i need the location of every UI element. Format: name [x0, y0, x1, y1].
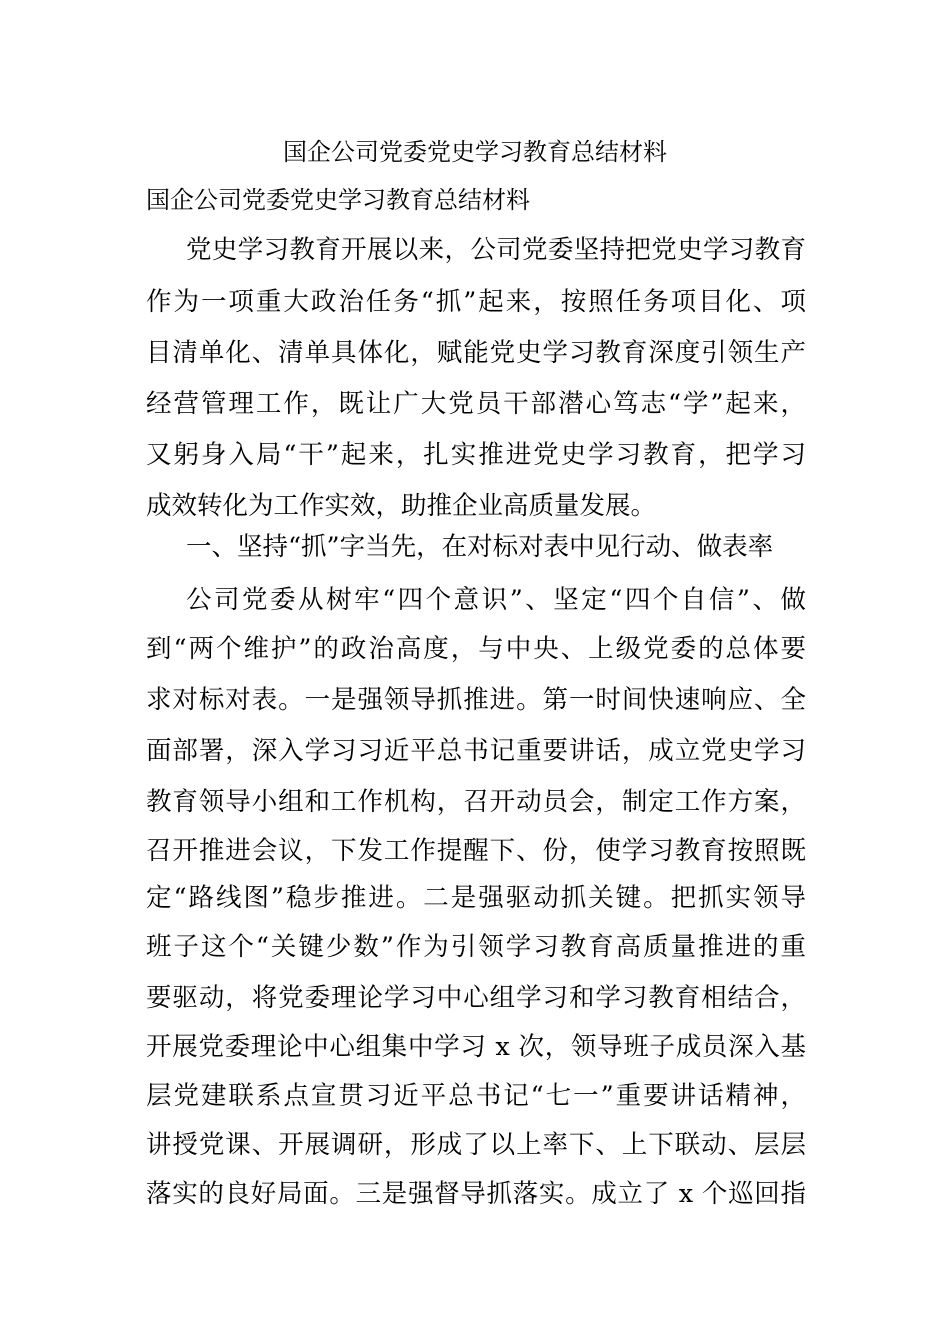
section-heading: 一、坚持“抓”字当先，在对标对表中见行动、做表率 [186, 532, 774, 562]
paragraph-1-line: 成效转化为工作实效，助推企业高质量发展。 [146, 491, 657, 521]
paragraph-2-line: 班子这个“关键少数”作为引领学习教育高质量推进的重 [146, 932, 806, 962]
paragraph-1-line: 经营管理工作，既让广大党员干部潜心笃志“学”起来， [146, 389, 806, 419]
paragraph-2-line: 召开推进会议，下发工作提醒下、份，使学习教育按照既 [146, 836, 806, 866]
paragraph-2-line: 开展党委理论中心组集中学习 x 次，领导班子成员深入基 [146, 1032, 806, 1062]
paragraph-2-line: 讲授党课、开展调研，形成了以上率下、上下联动、层层 [146, 1130, 806, 1160]
document-subtitle: 国企公司党委党史学习教育总结材料 [146, 186, 530, 214]
document-title: 国企公司党委党史学习教育总结材料 [283, 138, 667, 166]
paragraph-2-line: 到“两个维护”的政治高度，与中央、上级党委的总体要 [146, 634, 806, 664]
paragraph-1-line: 又躬身入局“干”起来，扎实推进党史学习教育，把学习 [146, 440, 806, 470]
paragraph-2-line: 落实的良好局面。三是强督导抓落实。成立了 x 个巡回指 [146, 1179, 806, 1209]
paragraph-1-line: 作为一项重大政治任务“抓”起来，按照任务项目化、项 [146, 287, 806, 317]
paragraph-2-line: 教育领导小组和工作机构，召开动员会，制定工作方案， [146, 787, 806, 817]
paragraph-1-line: 党史学习教育开展以来，公司党委坚持把党史学习教育 [186, 235, 806, 265]
paragraph-2-line: 求对标对表。一是强领导抓推进。第一时间快速响应、全 [146, 685, 806, 715]
paragraph-2-line: 公司党委从树牢“四个意识”、坚定“四个自信”、做 [186, 585, 806, 615]
paragraph-1-line: 目清单化、清单具体化，赋能党史学习教育深度引领生产 [146, 338, 806, 368]
paragraph-2-line: 定“路线图”稳步推进。二是强驱动抓关键。把抓实领导 [146, 883, 806, 913]
paragraph-2-line: 要驱动，将党委理论学习中心组学习和学习教育相结合， [146, 983, 806, 1013]
paragraph-2-line: 面部署，深入学习习近平总书记重要讲话，成立党史学习 [146, 736, 806, 766]
paragraph-2-line: 层党建联系点宣贯习近平总书记“七一”重要讲话精神， [146, 1081, 806, 1111]
